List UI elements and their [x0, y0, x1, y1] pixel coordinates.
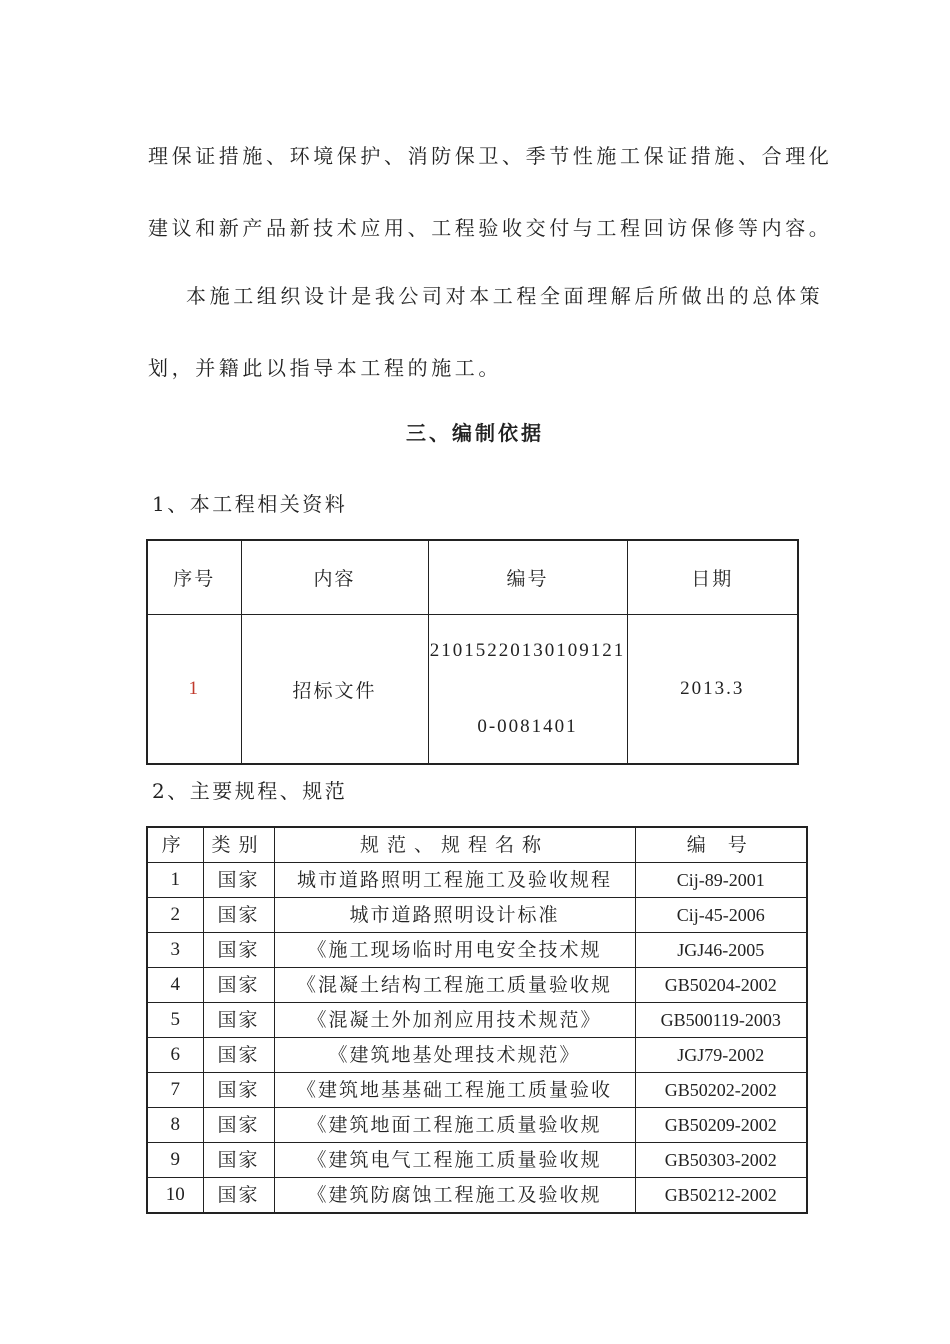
header-cell-name: 规范、规程名称 [274, 827, 635, 863]
table-row [147, 1143, 807, 1178]
subsection-title-2: 2、主要规程、规范 [152, 779, 348, 803]
row-date: 2013.3 [627, 615, 798, 765]
row-name: 《建筑电气工程施工质量验收规 [274, 1143, 635, 1178]
row-no: 10 [147, 1178, 203, 1214]
table-row [147, 933, 807, 968]
row-name: 《建筑地基基础工程施工质量验收 [274, 1073, 635, 1108]
row-no: 6 [147, 1038, 203, 1073]
row-content: 招标文件 [241, 615, 428, 765]
table-row [147, 615, 798, 765]
header-cell-code: 编 号 [635, 827, 807, 863]
row-no: 2 [147, 898, 203, 933]
paragraph-line-1: 理保证措施、环境保护、消防保卫、季节性施工保证措施、合理化 [148, 144, 833, 168]
table-header-row [147, 827, 807, 863]
project-documents-table [146, 539, 799, 765]
table-row [147, 1073, 807, 1108]
row-code: GB500119-2003 [635, 1003, 807, 1038]
paragraph-line-2: 建议和新产品新技术应用、工程验收交付与工程回访保修等内容。 [148, 216, 833, 240]
row-no: 3 [147, 933, 203, 968]
row-category: 国家 [203, 863, 274, 898]
table-row [147, 1038, 807, 1073]
row-code: JGJ79-2002 [635, 1038, 807, 1073]
row-name: 《施工现场临时用电安全技术规 [274, 933, 635, 968]
table-row [147, 898, 807, 933]
row-no: 1 [147, 615, 241, 765]
header-cell-no: 序 [147, 827, 203, 863]
row-no: 1 [147, 863, 203, 898]
paragraph-line-4: 划，并籍此以指导本工程的施工。 [148, 356, 502, 380]
row-code-line-2: 0-0081401 [477, 716, 578, 737]
table-row [147, 1003, 807, 1038]
row-name: 《建筑地基处理技术规范》 [274, 1038, 635, 1073]
subsection-title-1: 1、本工程相关资料 [152, 492, 348, 516]
table-row [147, 1108, 807, 1143]
row-no: 4 [147, 968, 203, 1003]
row-category: 国家 [203, 898, 274, 933]
row-no: 7 [147, 1073, 203, 1108]
regulations-table [146, 826, 808, 1214]
section-title: 三、编制依据 [406, 421, 544, 445]
row-name: 城市道路照明工程施工及验收规程 [274, 863, 635, 898]
header-cell-content: 内容 [241, 540, 428, 615]
row-code [428, 615, 627, 765]
table-row [147, 968, 807, 1003]
row-name: 城市道路照明设计标准 [274, 898, 635, 933]
row-category: 国家 [203, 1143, 274, 1178]
row-name: 《建筑防腐蚀工程施工及验收规 [274, 1178, 635, 1214]
row-code: GB50204-2002 [635, 968, 807, 1003]
row-category: 国家 [203, 1038, 274, 1073]
header-cell-date: 日期 [627, 540, 798, 615]
row-code: GB50212-2002 [635, 1178, 807, 1214]
row-category: 国家 [203, 1003, 274, 1038]
row-code: JGJ46-2005 [635, 933, 807, 968]
row-category: 国家 [203, 1073, 274, 1108]
row-category: 国家 [203, 968, 274, 1003]
row-no: 5 [147, 1003, 203, 1038]
row-no: 8 [147, 1108, 203, 1143]
table-row [147, 1178, 807, 1214]
row-code: Cij-45-2006 [635, 898, 807, 933]
row-code: GB50202-2002 [635, 1073, 807, 1108]
header-cell-category: 类别 [203, 827, 274, 863]
row-name: 《混凝土结构工程施工质量验收规 [274, 968, 635, 1003]
header-cell-code: 编号 [428, 540, 627, 615]
row-category: 国家 [203, 933, 274, 968]
row-category: 国家 [203, 1178, 274, 1214]
row-no: 9 [147, 1143, 203, 1178]
row-code-line-1: 21015220130109121 [429, 640, 626, 661]
header-cell-no: 序号 [147, 540, 241, 615]
row-code: GB50303-2002 [635, 1143, 807, 1178]
row-code: GB50209-2002 [635, 1108, 807, 1143]
table-row [147, 863, 807, 898]
row-code: Cij-89-2001 [635, 863, 807, 898]
row-category: 国家 [203, 1108, 274, 1143]
paragraph-line-3: 本施工组织设计是我公司对本工程全面理解后所做出的总体策 [186, 284, 824, 308]
table-header-row [147, 540, 798, 615]
row-name: 《建筑地面工程施工质量验收规 [274, 1108, 635, 1143]
row-name: 《混凝土外加剂应用技术规范》 [274, 1003, 635, 1038]
